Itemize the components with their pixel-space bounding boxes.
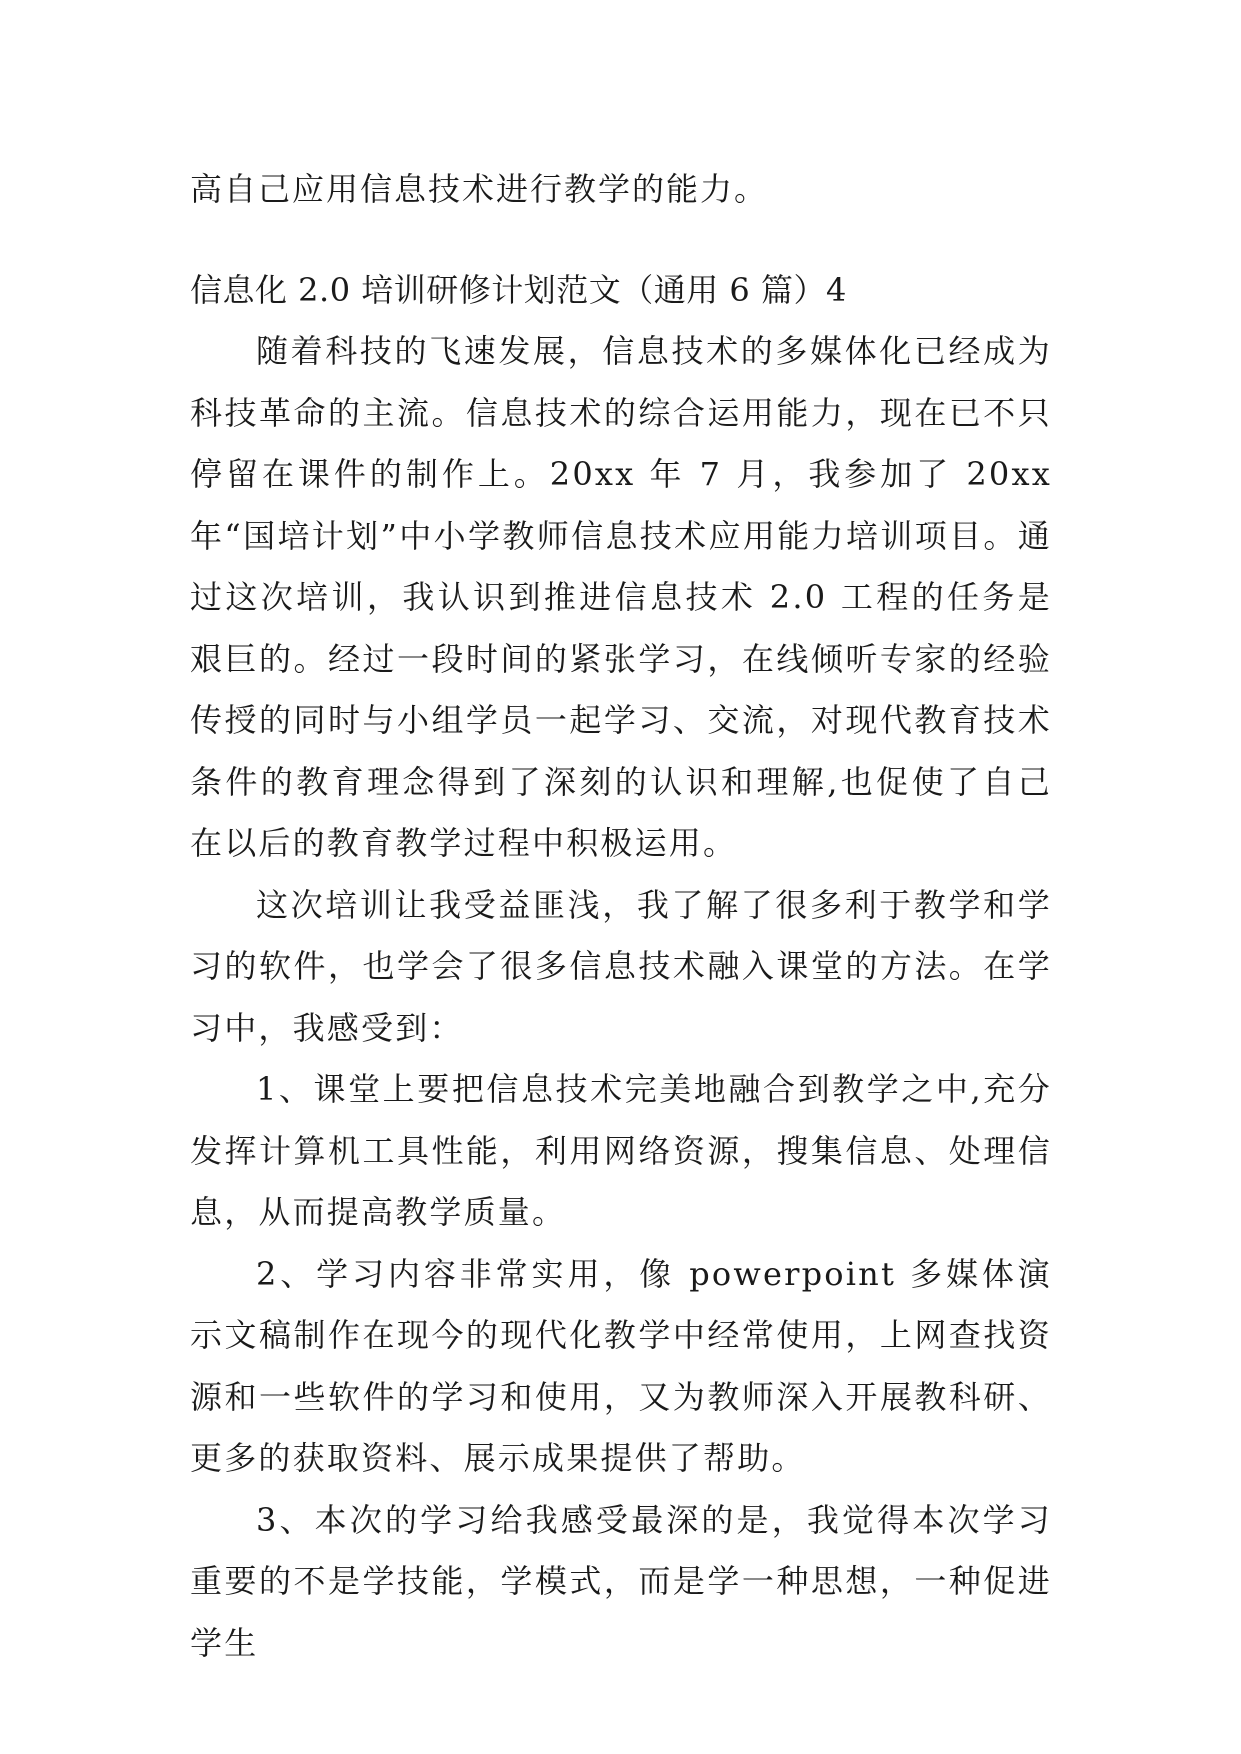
- paragraph: 随着科技的飞速发展，信息技术的多媒体化已经成为科技革命的主流。信息技术的综合运用能力，现在已不只停留在课件的制作上。20xx 年 7 月，我参加了 20xx 年“国培计划”中小学教师信息技术应用能力培训项目。通过这次培训，我认识到推进信息技术 2.0 工程的任务是艰巨的。经过一段时间的紧张学习，在线倾听专家的经验传授的同时与小组学员一起学习、交流，对现代教育技术条件的教育理念得到了深刻的认识和理解,也促使了自己在以后的教育教学过程中积极运用。: [190, 332, 1052, 862]
- paragraph: 3、本次的学习给我感受最深的是，我觉得本次学习重要的不是学技能，学模式，而是学一种思想，一种促进学生: [190, 1500, 1052, 1662]
- paragraph: 这次培训让我受益匪浅，我了解了很多利于教学和学习的软件，也学会了很多信息技术融入课堂的方法。在学习中，我感受到：: [190, 885, 1052, 1047]
- section-heading: 信息化 2.0 培训研修计划范文（通用 6 篇）4: [190, 271, 847, 309]
- paragraph: 1、课堂上要把信息技术完美地融合到教学之中,充分发挥计算机工具性能，利用网络资源，搜集信息、处理信息，从而提高教学质量。: [190, 1070, 1052, 1231]
- document-body: [190, 158, 1052, 1674]
- paragraph: 2、学习内容非常实用，像 powerpoint 多媒体演示文稿制作在现今的现代化教学中经常使用，上网查找资源和一些软件的学习和使用，又为教师深入开展教科研、更多的获取资料、展示成果提供了帮助。: [190, 1254, 1052, 1477]
- continuation-text: 高自己应用信息技术进行教学的能力。: [190, 170, 769, 208]
